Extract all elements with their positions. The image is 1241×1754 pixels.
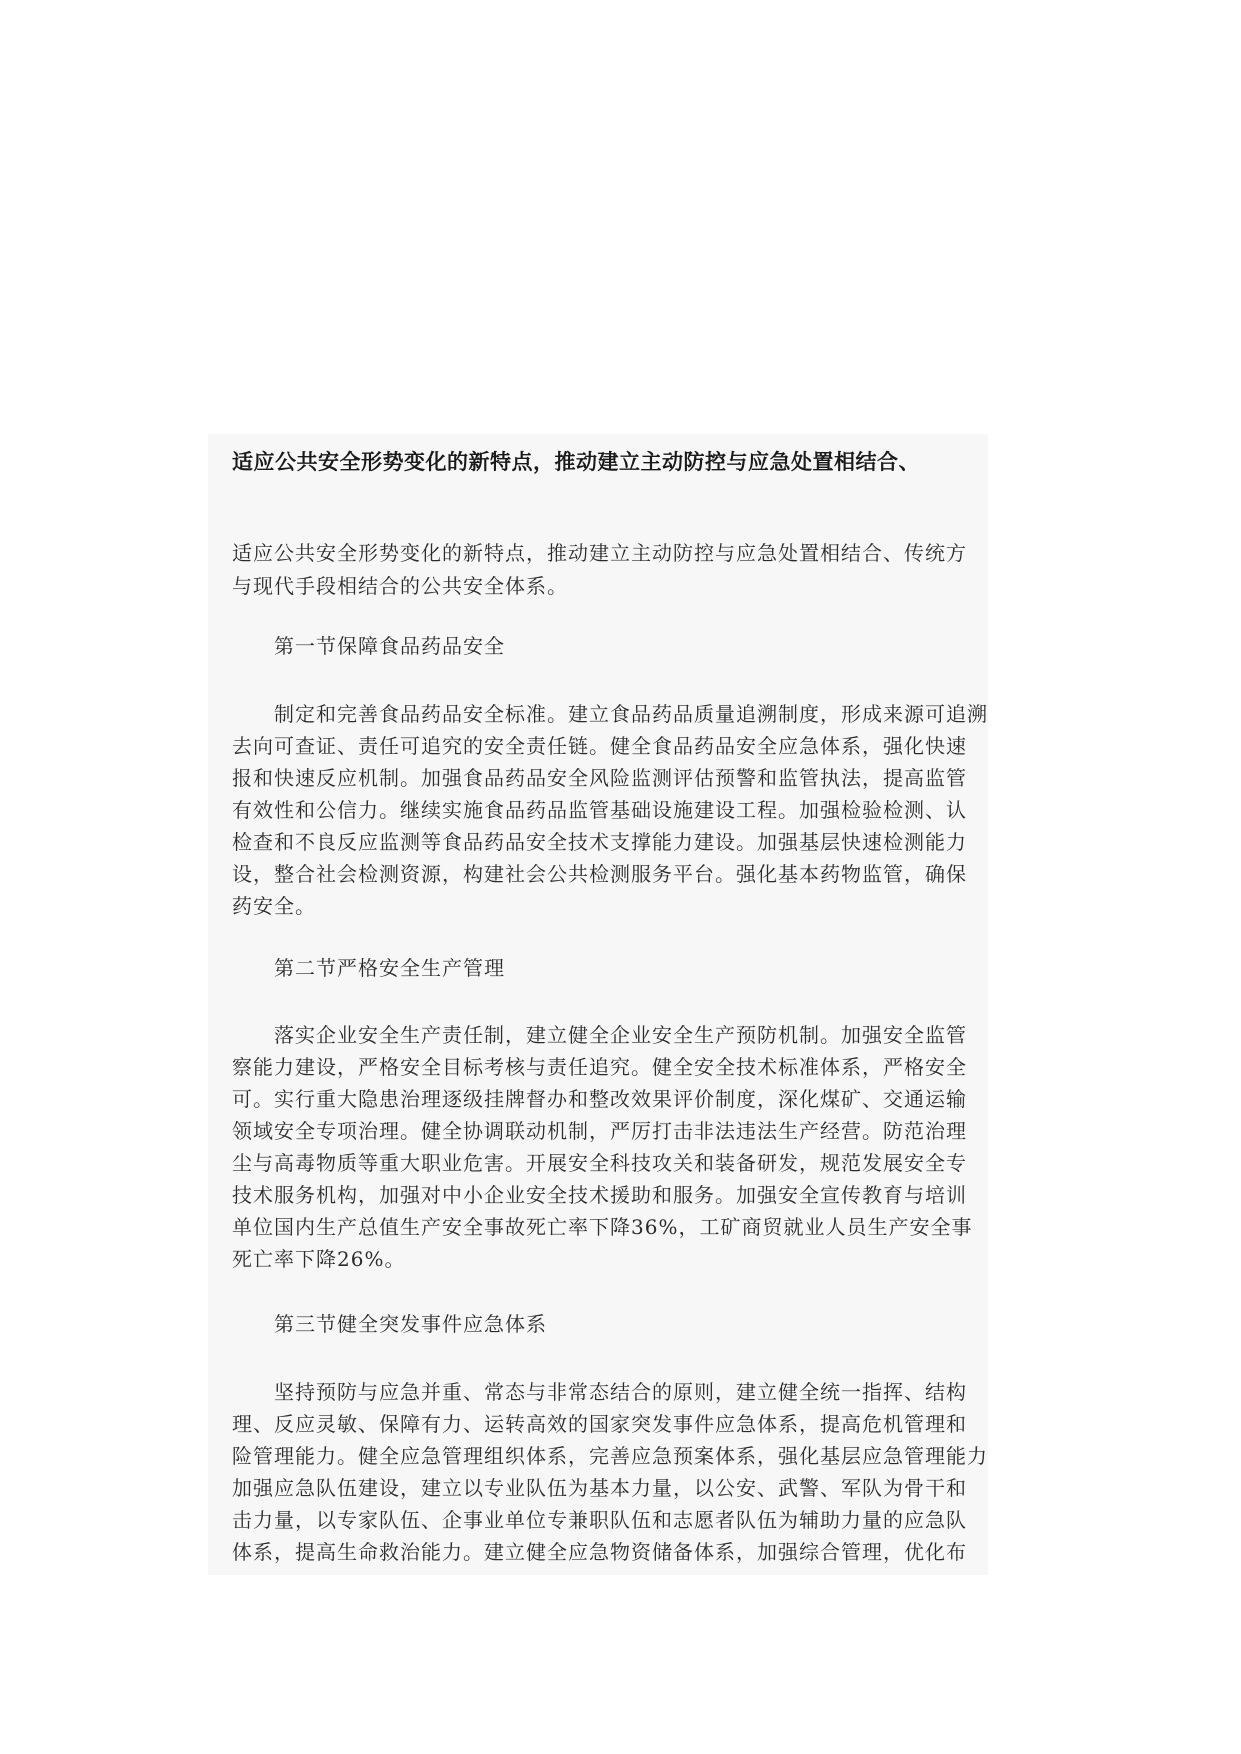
paragraph-line: 察能力建设，严格安全目标考核与责任追究。健全安全技术标准体系，严格安全	[232, 1055, 967, 1079]
paragraph-line: 报和快速反应机制。加强食品药品安全风险监测评估预警和监管执法，提高监管	[232, 766, 967, 790]
paragraph-line: 理、反应灵敏、保障有力、运转高效的国家突发事件应急体系，提高危机管理和	[232, 1412, 967, 1436]
intro-line: 与现代手段相结合的公共安全体系。	[232, 574, 568, 598]
paragraph-line: 领域安全专项治理。健全协调联动机制，严厉打击非法违法生产经营。防范治理	[232, 1119, 967, 1143]
section-heading-food-drug: 第一节保障食品药品安全	[274, 634, 505, 658]
paragraph-line: 坚持预防与应急并重、常态与非常态结合的原则，建立健全统一指挥、结构	[274, 1380, 967, 1404]
document-page	[208, 434, 988, 1575]
paragraph-line: 可。实行重大隐患治理逐级挂牌督办和整改效果评价制度，深化煤矿、交通运输	[232, 1087, 967, 1111]
paragraph-line: 死亡率下降26%。	[232, 1247, 406, 1271]
document-title: 适应公共安全形势变化的新特点，推动建立主动防控与应急处置相结合、	[232, 449, 920, 474]
paragraph-line: 尘与高毒物质等重大职业危害。开展安全科技攻关和装备研发，规范发展安全专	[232, 1151, 967, 1175]
paragraph-line: 药安全。	[232, 894, 316, 918]
paragraph-line: 技术服务机构，加强对中小企业安全技术援助和服务。加强安全宣传教育与培训	[232, 1183, 967, 1207]
paragraph-line: 击力量，以专家队伍、企事业单位专兼职队伍和志愿者队伍为辅助力量的应急队	[232, 1508, 967, 1532]
paragraph-line: 落实企业安全生产责任制，建立健全企业安全生产预防机制。加强安全监管	[274, 1023, 967, 1047]
paragraph-line: 检查和不良反应监测等食品药品安全技术支撑能力建设。加强基层快速检测能力	[232, 830, 967, 854]
paragraph-line: 单位国内生产总值生产安全事故死亡率下降36%，工矿商贸就业人员生产安全事	[232, 1215, 973, 1239]
paragraph-line: 去向可查证、责任可追究的安全责任链。健全食品药品安全应急体系，强化快速	[232, 734, 967, 758]
section-heading-emergency-system: 第三节健全突发事件应急体系	[274, 1312, 547, 1336]
paragraph-line: 加强应急队伍建设，建立以专业队伍为基本力量，以公安、武警、军队为骨干和	[232, 1476, 967, 1500]
paragraph-line: 设，整合社会检测资源，构建社会公共检测服务平台。强化基本药物监管，确保	[232, 862, 967, 886]
paragraph-line: 制定和完善食品药品安全标准。建立食品药品质量追溯制度，形成来源可追溯	[274, 702, 988, 726]
paragraph-line: 险管理能力。健全应急管理组织体系，完善应急预案体系，强化基层应急管理能力	[232, 1444, 988, 1468]
paragraph-line: 体系，提高生命救治能力。建立健全应急物资储备体系，加强综合管理，优化布	[232, 1540, 967, 1564]
section-heading-production-safety: 第二节严格安全生产管理	[274, 956, 505, 980]
intro-line: 适应公共安全形势变化的新特点，推动建立主动防控与应急处置相结合、传统方	[232, 541, 967, 565]
paragraph-line: 有效性和公信力。继续实施食品药品监管基础设施建设工程。加强检验检测、认	[232, 798, 967, 822]
